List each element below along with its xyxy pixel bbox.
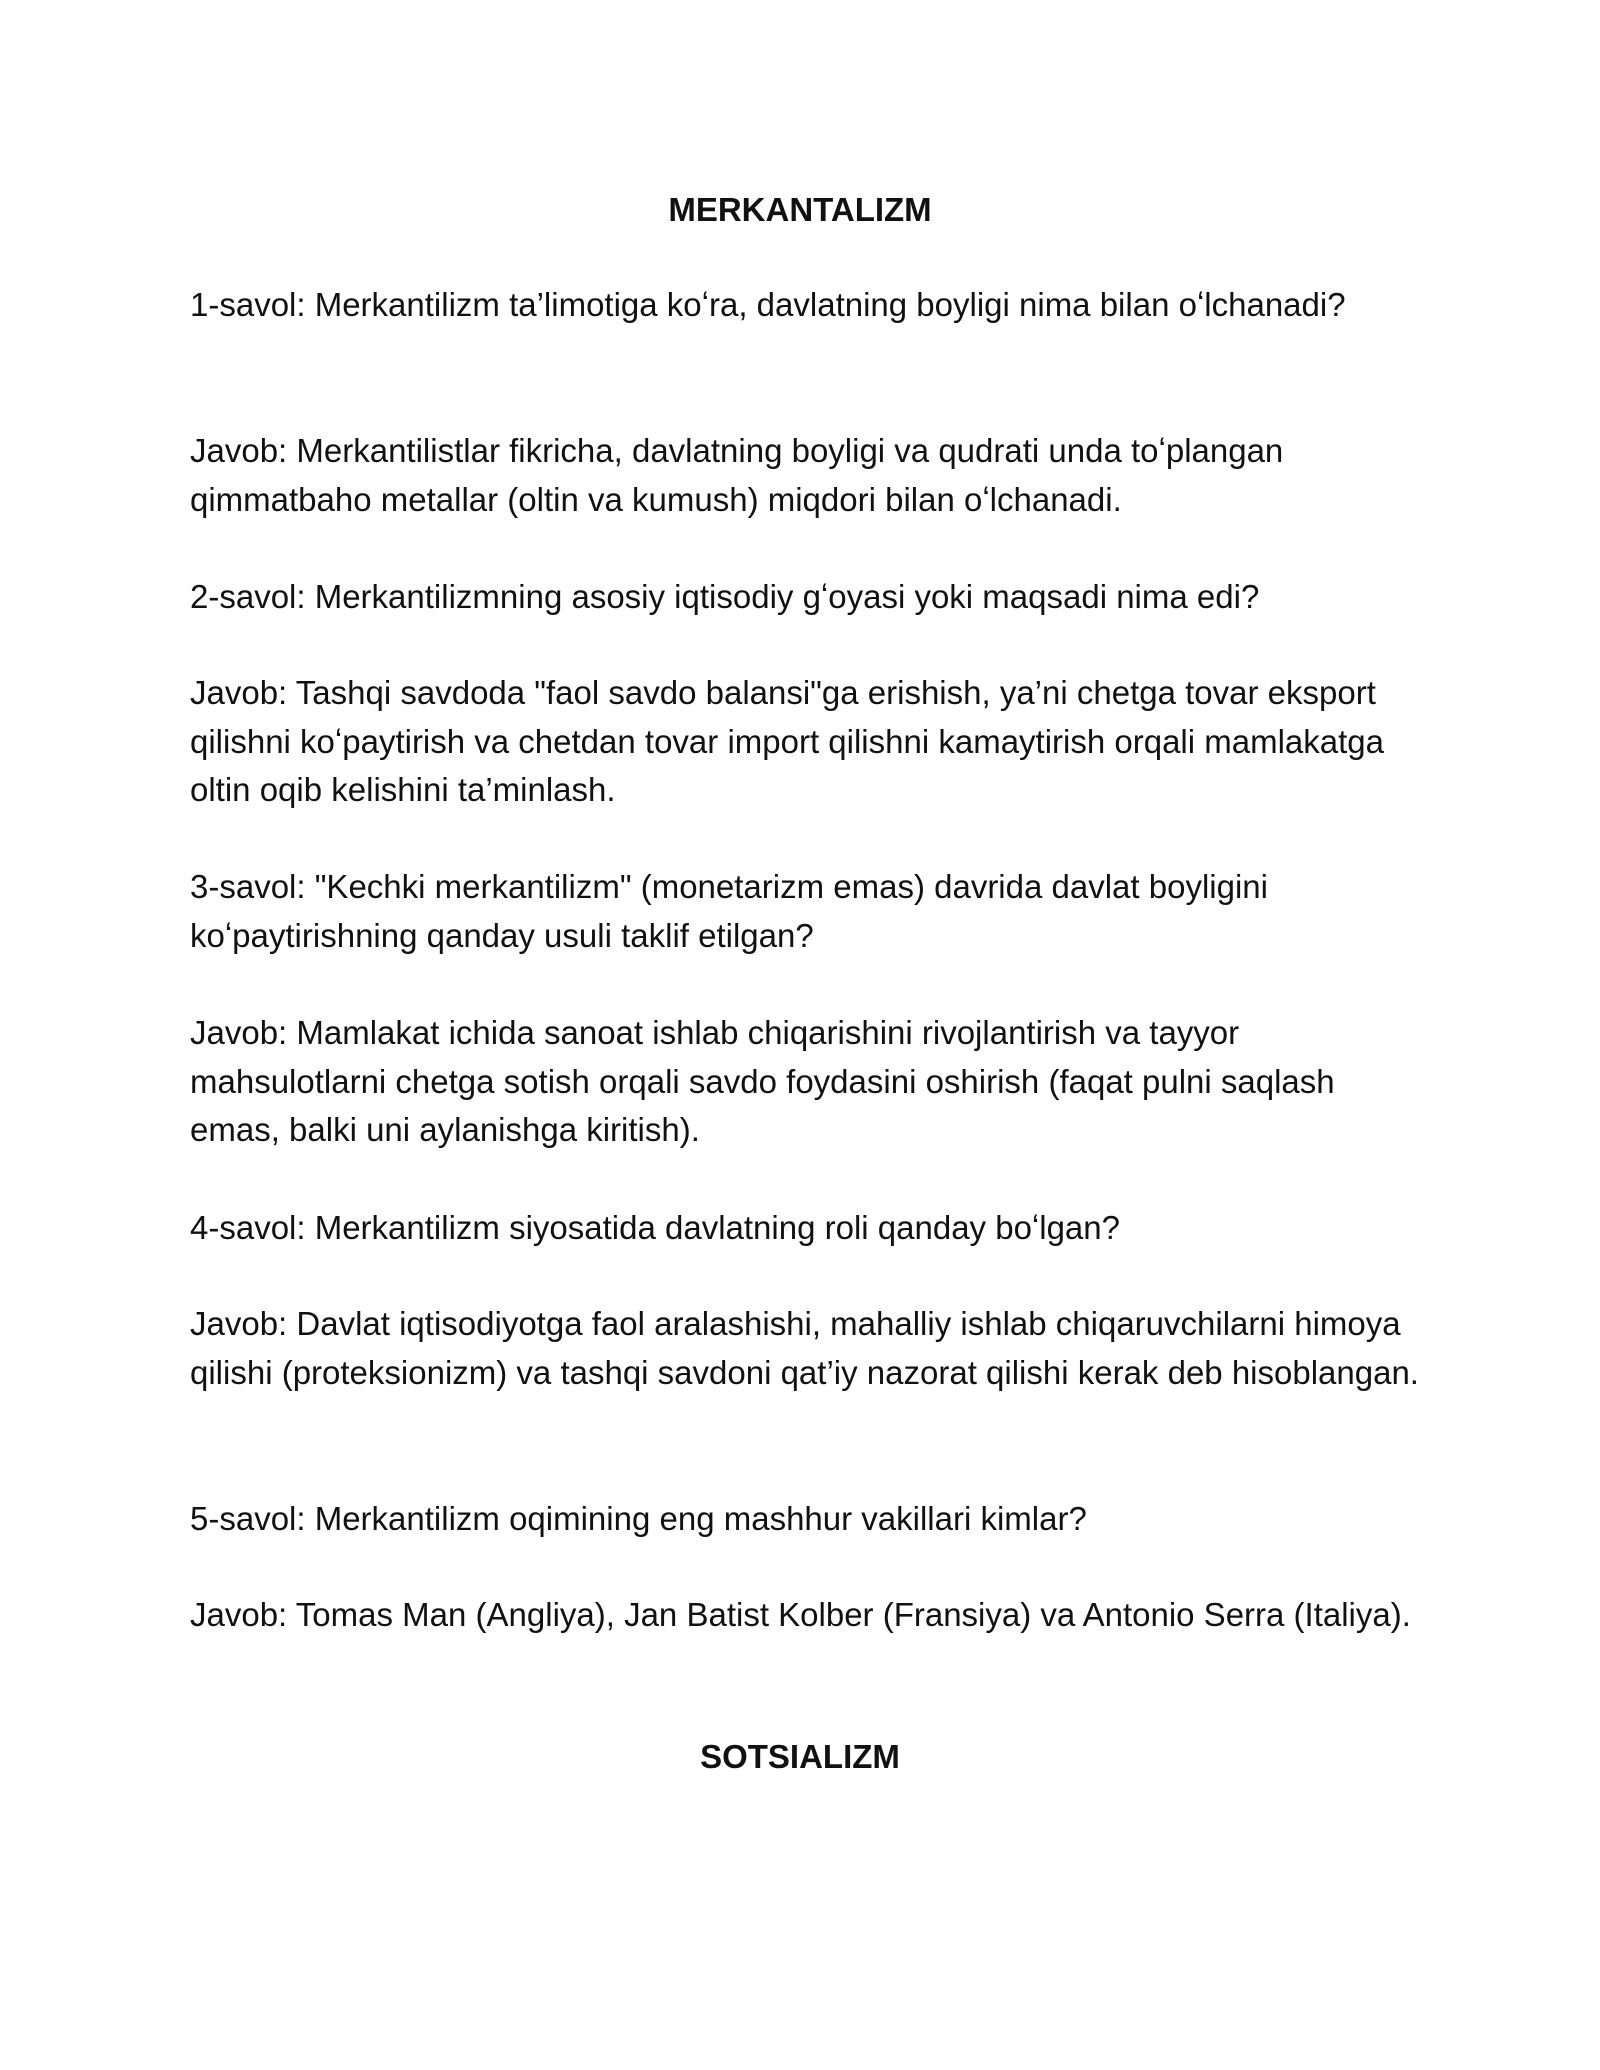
question-5: 5-savol: Merkantilizm oqimining eng mashhur vakillari kimlar? (190, 1500, 1087, 1537)
question-4: 4-savol: Merkantilizm siyosatida davlatning roli qanday boʻlgan? (190, 1209, 1120, 1246)
answer-1: Javob: Merkantilistlar fikricha, davlatning boyligi va qudrati unda toʻplangan qimmatbaho metallar (oltin va kumush) miqdori bilan oʻlchanadi. (190, 432, 1284, 518)
answer-2: Javob: Tashqi savdoda "faol savdo balansi"ga erishish, ya’ni chetga tovar eksport qilishni koʻpaytirish va chetdan tovar import qilishni kamaytirish orqali mamlakatga oltin oqib kelishini ta’minlash. (190, 674, 1385, 808)
question-3: 3-savol: "Kechki merkantilizm" (monetarizm emas) davrida davlat boyligini koʻpaytirishning qanday usuli taklif etilgan? (190, 868, 1268, 954)
section-title-sotsializm: SOTSIALIZM (700, 1738, 900, 1775)
question-2: 2-savol: Merkantilizmning asosiy iqtisodiy gʻoyasi yoki maqsadi nima edi? (190, 578, 1260, 615)
answer-4: Javob: Davlat iqtisodiyotga faol aralashishi, mahalliy ishlab chiqaruvchilarni himoya qilishi (proteksionizm) va tashqi savdoni qat’iy nazorat qilishi kerak deb hisoblangan. (190, 1305, 1419, 1391)
section-title-merkantalizm: MERKANTALIZM (668, 191, 932, 228)
answer-3: Javob: Mamlakat ichida sanoat ishlab chiqarishini rivojlantirish va tayyor mahsulotlarni chetga sotish orqali savdo foydasini oshirish (faqat pulni saqlash emas, balki uni aylanishga kiritish). (190, 1014, 1335, 1148)
question-1: 1-savol: Merkantilizm ta’limotiga koʻra, davlatning boyligi nima bilan oʻlchanadi? (190, 286, 1346, 323)
answer-5: Javob: Tomas Man (Angliya), Jan Batist Kolber (Fransiya) va Antonio Serra (Italiya). (190, 1596, 1411, 1633)
